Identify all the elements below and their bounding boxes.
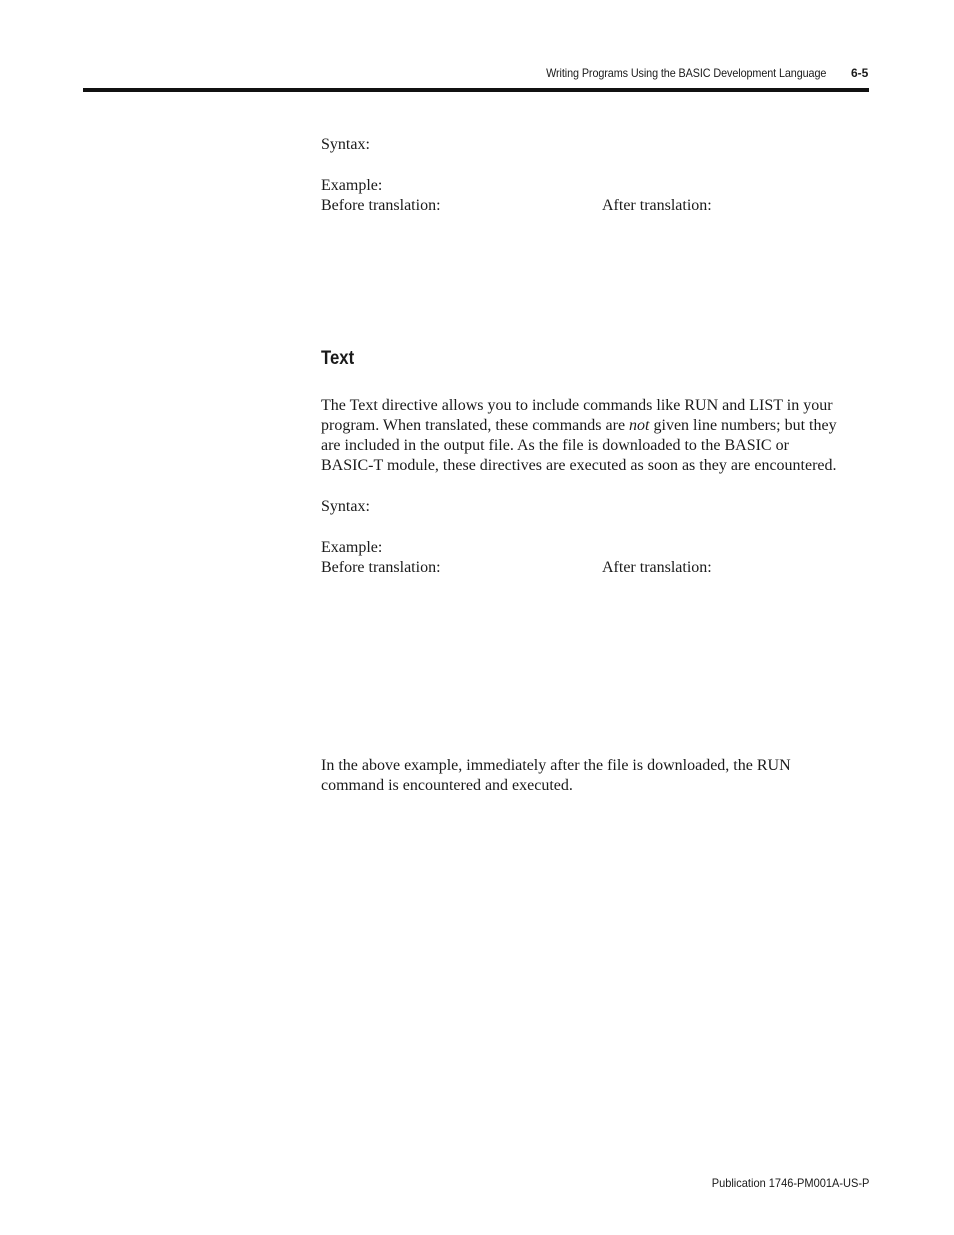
header-rule bbox=[83, 88, 869, 92]
example-label-2: Example: bbox=[321, 539, 383, 556]
example-label-1: Example: bbox=[321, 177, 383, 194]
paragraph-line-suffix: given line numbers; but they bbox=[653, 417, 837, 434]
publication-footer: Publication 1746-PM001A-US-P bbox=[711, 1176, 869, 1190]
section-heading-text: Text bbox=[321, 348, 355, 369]
before-translation-label-2: Before translation: bbox=[321, 559, 441, 576]
text-directive-description bbox=[321, 396, 869, 476]
paragraph-line-prefix: program. When translated, these commands are bbox=[321, 417, 626, 434]
paragraph-line bbox=[321, 416, 869, 436]
syntax-label-2: Syntax: bbox=[321, 498, 370, 515]
paragraph-line: The Text directive allows you to include commands like RUN and LIST in your bbox=[321, 397, 833, 414]
page-number: 6-5 bbox=[851, 66, 869, 80]
paragraph-line: In the above example, immediately after the file is downloaded, the RUN bbox=[321, 757, 791, 774]
after-translation-label-1: After translation: bbox=[602, 197, 712, 214]
emphasis-not: not bbox=[629, 417, 650, 434]
before-translation-label-1: Before translation: bbox=[321, 197, 441, 214]
syntax-label-1: Syntax: bbox=[321, 136, 370, 153]
paragraph-line: BASIC-T module, these directives are executed as soon as they are encountered. bbox=[321, 457, 837, 474]
paragraph-line: command is encountered and executed. bbox=[321, 777, 573, 794]
paragraph-line: are included in the output file. As the file is downloaded to the BASIC or bbox=[321, 437, 789, 454]
running-header-title: Writing Programs Using the BASIC Development Language bbox=[545, 66, 826, 80]
closing-paragraph bbox=[321, 756, 869, 796]
after-translation-label-2: After translation: bbox=[602, 559, 712, 576]
